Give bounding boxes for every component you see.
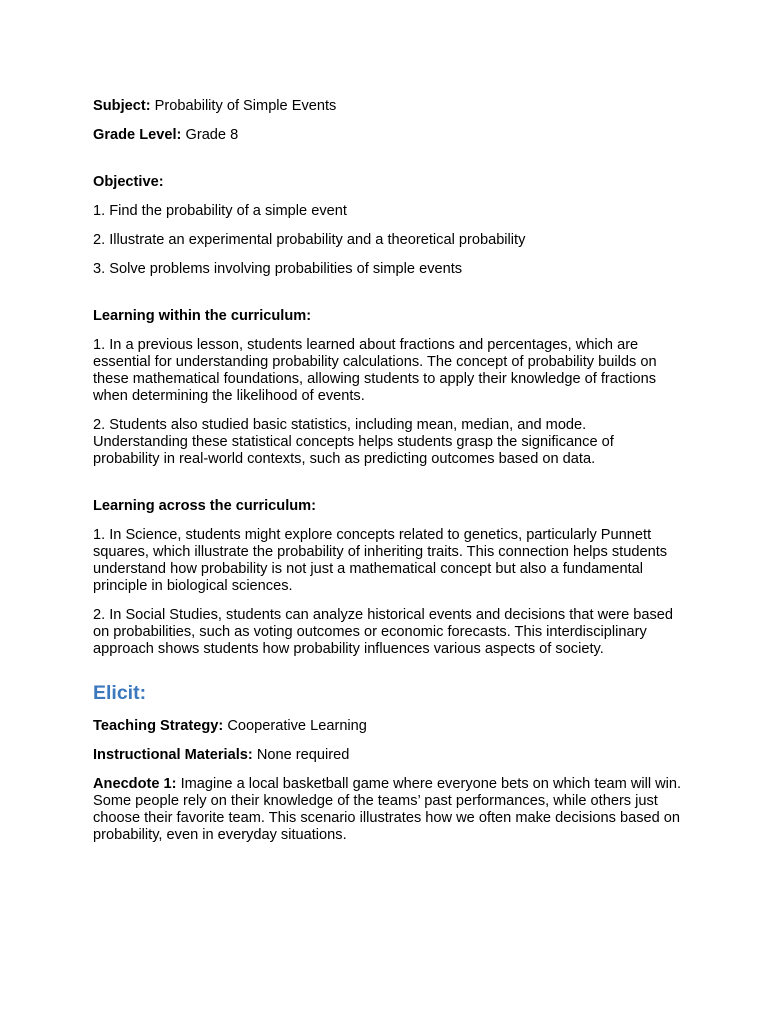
subject-value: Probability of Simple Events bbox=[154, 98, 337, 114]
subject-label: Subject: bbox=[93, 98, 151, 114]
within-curriculum-item: 1. In a previous lesson, students learned about fractions and percentages, which are essential for understanding probability calculations. The concept of probability builds on these mathematical foundations, allowing students to apply their knowledge of fractions when determining the likelihood of events. bbox=[93, 337, 657, 404]
objective-item: 1. Find the probability of a simple event bbox=[93, 203, 347, 219]
grade-line bbox=[93, 127, 683, 144]
elicit-heading: Elicit: bbox=[93, 682, 147, 704]
across-curriculum-item: 1. In Science, students might explore concepts related to genetics, particularly Punnett squares, which illustrate the probability of inheriting traits. This connection helps students understand how probability is not just a mathematical concept but also a fundamental principle in biological sciences. bbox=[93, 527, 668, 594]
within-curriculum-heading: Learning within the curriculum: bbox=[93, 308, 312, 324]
objective-heading: Objective: bbox=[93, 174, 164, 190]
objective-item: 3. Solve problems involving probabilities of simple events bbox=[93, 261, 463, 277]
teaching-strategy-line bbox=[93, 718, 683, 735]
materials-line bbox=[93, 747, 683, 764]
document-page bbox=[93, 98, 683, 856]
objective-item: 2. Illustrate an experimental probability and a theoretical probability bbox=[93, 232, 526, 248]
anecdote-label: Anecdote 1: bbox=[93, 776, 177, 792]
across-curriculum-heading: Learning across the curriculum: bbox=[93, 498, 317, 514]
anecdote-text: Imagine a local basketball game where everyone bets on which team will win. Some people rely on their knowledge of the teams’ past performances, while others just choose their favorite team. This scenario illustrates how we often make decisions based on probability, even in everyday situations. bbox=[93, 776, 682, 843]
teaching-strategy-value: Cooperative Learning bbox=[227, 718, 367, 734]
grade-value: Grade 8 bbox=[185, 127, 239, 143]
subject-line bbox=[93, 98, 683, 115]
materials-label: Instructional Materials: bbox=[93, 747, 253, 763]
anecdote-paragraph bbox=[93, 776, 683, 844]
teaching-strategy-label: Teaching Strategy: bbox=[93, 718, 224, 734]
grade-label: Grade Level: bbox=[93, 127, 182, 143]
materials-value: None required bbox=[256, 747, 350, 763]
within-curriculum-item: 2. Students also studied basic statistics, including mean, median, and mode. Understanding these statistical concepts helps students grasp the significance of probability in real-world contexts, such as predicting outcomes based on data. bbox=[93, 417, 614, 467]
across-curriculum-item: 2. In Social Studies, students can analyze historical events and decisions that were based on probabilities, such as voting outcomes or economic forecasts. This interdisciplinary approach shows students how probability influences various aspects of society. bbox=[93, 607, 674, 657]
